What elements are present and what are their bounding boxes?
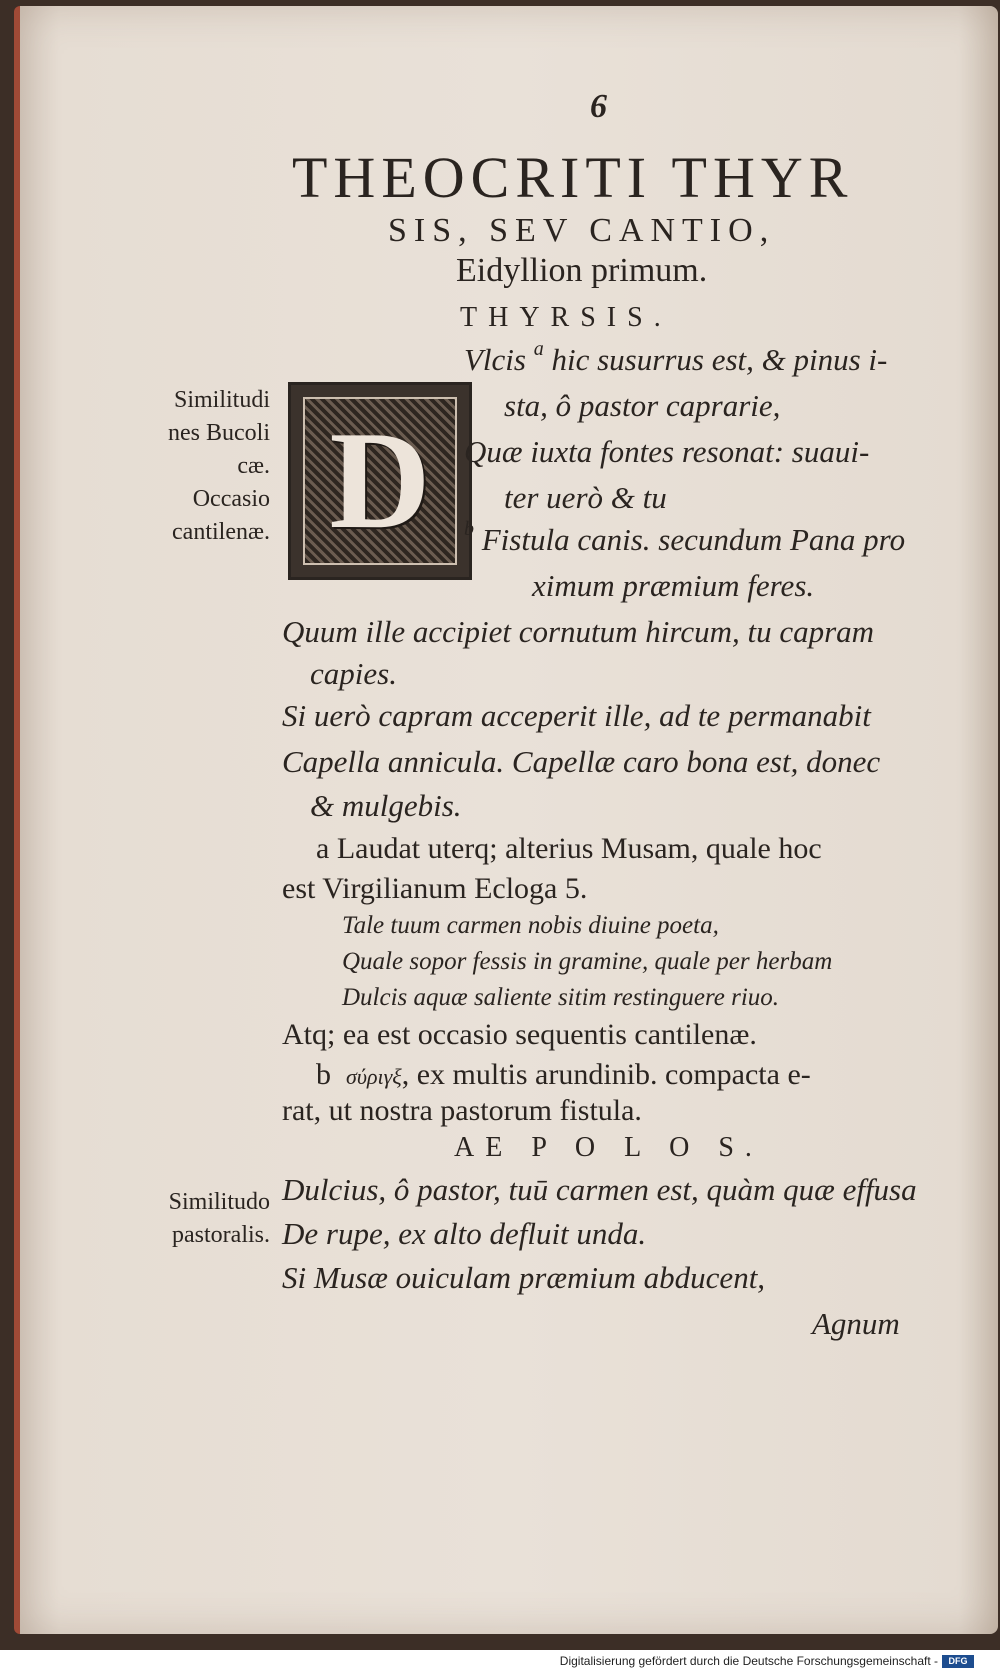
margin-note-line: Similitudi — [173, 387, 270, 413]
speaker-thyrsis: THYRSIS. — [460, 302, 672, 333]
note-text: , ex multis arundinib. compacta e- — [401, 1058, 811, 1091]
digitization-footer — [0, 1650, 1000, 1672]
margin-note-2 — [114, 1186, 270, 1252]
title-line-3: Eidyllion primum. — [456, 252, 708, 289]
greek-word: σύριγξ — [346, 1064, 402, 1089]
verse-line-3: Quæ iuxta fontes resonat: suaui- — [464, 434, 870, 469]
page-number: 6 — [590, 88, 607, 125]
footnote-marker: b — [316, 1058, 331, 1091]
margin-note-line: Occasio — [192, 486, 270, 512]
body-line-2: capies. — [310, 656, 397, 691]
aepolos-line-3: Si Musæ ouiculam præmium abducent, — [282, 1260, 766, 1295]
body-line-1: Quum ille accipiet cornutum hircum, tu capram — [282, 614, 875, 649]
verse-text: Vlcis — [464, 342, 534, 377]
title-line-2: SIS, SEV CANTIO, — [388, 212, 776, 249]
speaker-aepolos: AE P O L O S. — [454, 1132, 763, 1163]
book-page — [14, 6, 998, 1634]
note-b-line-1 — [316, 1058, 811, 1092]
footnote-marker: b — [464, 518, 474, 540]
dfg-logo: DFG — [942, 1655, 974, 1668]
note-a-line-1: a Laudat uterq; alterius Musam, quale hoc — [316, 832, 822, 865]
initial-letter: D — [329, 403, 431, 558]
aepolos-line-1: Dulcius, ô pastor, tuū carmen est, quàm quæ effusa — [282, 1172, 917, 1207]
margin-note-1 — [126, 384, 270, 549]
verse-text: Fistula canis. secundum Pana pro — [474, 522, 906, 557]
quote-line-3: Dulcis aquæ saliente sitim restinguere riuo. — [342, 984, 780, 1011]
footer-text: Digitalisierung gefördert durch die Deutsche Forschungsgemeinschaft - — [559, 1654, 938, 1668]
footnote-marker: a — [533, 338, 544, 360]
verse-line-4: ter uerò & tu — [504, 480, 667, 515]
verse-line-6: ximum præmium feres. — [532, 568, 815, 603]
body-line-4: Capella annicula. Capellæ caro bona est, donec — [282, 744, 881, 779]
margin-note-line: cantilenæ. — [172, 519, 270, 545]
body-line-5: & mulgebis. — [310, 788, 462, 823]
title-line-1: THEOCRITI THYR — [292, 145, 854, 210]
margin-note-line: pastoralis. — [172, 1222, 270, 1248]
quote-line-1: Tale tuum carmen nobis diuine poeta, — [342, 912, 719, 939]
decorated-initial — [288, 382, 472, 580]
margin-note-line: Similitudo — [168, 1189, 270, 1215]
note-b-line-2: rat, ut nostra pastorum fistula. — [282, 1094, 642, 1127]
initial-ornament — [303, 397, 457, 565]
body-line-3: Si uerò capram acceperit ille, ad te permanabit — [282, 698, 871, 733]
note-a-end: Atq; ea est occasio sequentis cantilenæ. — [282, 1018, 757, 1051]
quote-line-2: Quale sopor fessis in gramine, quale per herbam — [342, 948, 833, 975]
margin-note-line: cæ. — [237, 453, 270, 479]
verse-line-5 — [464, 518, 906, 558]
verse-line-1 — [464, 338, 888, 378]
catchword: Agnum — [812, 1306, 900, 1341]
margin-note-line: nes Bucoli — [168, 420, 270, 446]
aepolos-line-2: De rupe, ex alto defluit unda. — [282, 1216, 647, 1251]
note-a-line-2: est Virgilianum Ecloga 5. — [282, 872, 588, 905]
verse-text: hic susurrus est, & pinus i- — [543, 342, 888, 377]
verse-line-2: sta, ô pastor caprarie, — [504, 388, 781, 423]
